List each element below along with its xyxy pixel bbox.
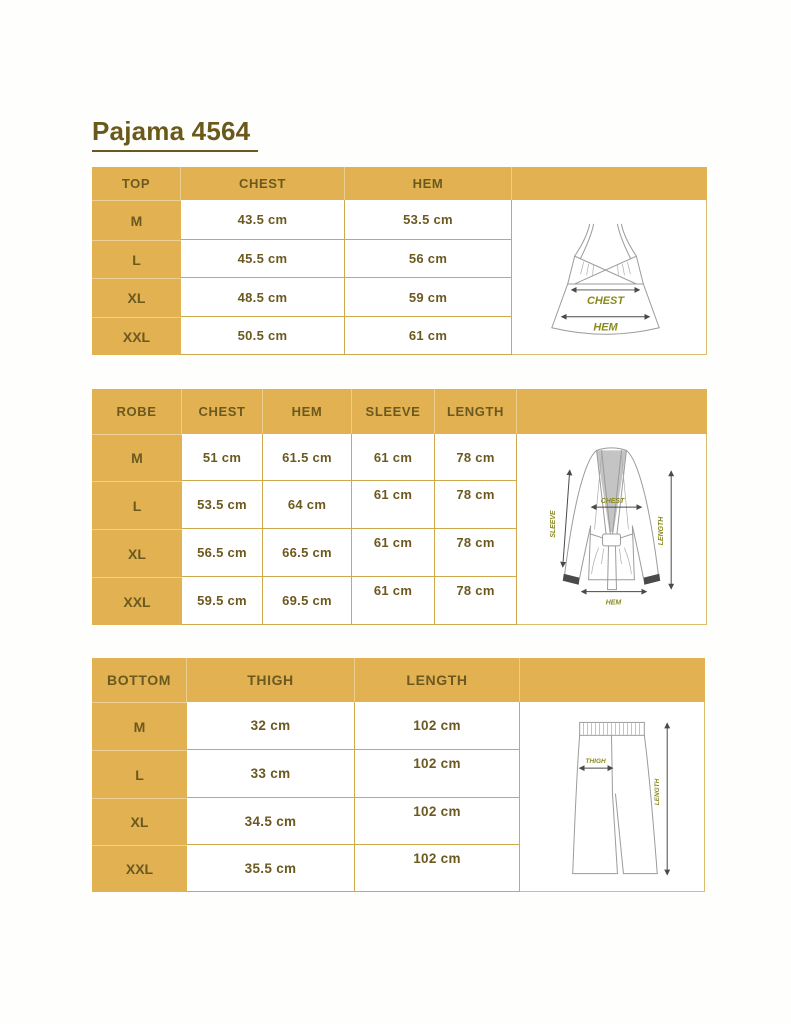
top-chest-cell: 48.5 cm [181,278,345,317]
top-hem-cell: 53.5 cm [345,200,512,240]
robe-sleeve-cell: 61 cm [352,481,435,529]
robe-header-sleeve: SLEEVE [352,389,435,434]
bottom-length-cell: 102 cm [355,750,520,798]
robe-chest-cell: 56.5 cm [182,529,263,577]
robe-sleeve-cell: 61 cm [352,434,435,481]
bottom-thigh-cell: 32 cm [187,702,355,750]
robe-size-cell: L [92,481,182,529]
top-hem-cell: 56 cm [345,240,512,278]
top-hem-cell: 59 cm [345,278,512,317]
robe-length-cell: 78 cm [435,434,517,481]
top-size-cell: XL [92,278,181,317]
robe-chest-cell: 53.5 cm [182,481,263,529]
robe-header-length: LENGTH [435,389,517,434]
robe-sleeve-arrow [563,470,570,566]
bottom-size-cell: XL [92,798,187,845]
robe-chest-cell: 51 cm [182,434,263,481]
top-chest-cell: 45.5 cm [181,240,345,278]
robe-hem-cell: 66.5 cm [263,529,352,577]
bottom-size-cell: L [92,750,187,798]
top-header-size: TOP [92,167,181,200]
bottom-size-cell: M [92,702,187,750]
hem-measure-label: HEM [593,321,618,334]
bottom-header-spacer [520,658,705,702]
bottom-header-size: BOTTOM [92,658,187,702]
top-size-table [92,167,707,355]
robe-size-cell: XL [92,529,182,577]
robe-sleeve-cell: 61 cm [352,529,435,577]
bottom-length-cell: 102 cm [355,845,520,892]
top-size-cell: L [92,240,181,278]
top-size-cell: M [92,200,181,240]
robe-size-cell: M [92,434,182,481]
bottom-thigh-cell: 33 cm [187,750,355,798]
robe-header-chest: CHEST [182,389,263,434]
top-header-spacer [512,167,707,200]
robe-header-hem: HEM [263,389,352,434]
robe-sleeve-cell: 61 cm [352,577,435,625]
robe-size-table [92,389,707,625]
chest-measure-label: CHEST [586,294,625,307]
pants-diagram [520,702,704,892]
bottom-length-cell: 102 cm [355,702,520,750]
pants-thigh-label: THIGH [585,758,606,766]
robe-hem-label: HEM [605,599,622,607]
top-header-hem: HEM [345,167,512,200]
bottom-thigh-cell: 35.5 cm [187,845,355,892]
robe-header-spacer [517,389,707,434]
page-title: Pajama 4564 [92,116,258,152]
pants-diagram-cell [520,702,705,892]
bottom-size-table [92,658,705,892]
bottom-size-cell: XXL [92,845,187,892]
robe-size-cell: XXL [92,577,182,625]
robe-chest-cell: 59.5 cm [182,577,263,625]
top-size-cell: XXL [92,317,181,355]
robe-header-size: ROBE [92,389,182,434]
robe-length-label: LENGTH [658,516,666,546]
bottom-thigh-cell: 34.5 cm [187,798,355,845]
robe-hem-cell: 69.5 cm [263,577,352,625]
robe-length-cell: 78 cm [435,529,517,577]
bottom-header-thigh: THIGH [187,658,355,702]
robe-diagram-cell [517,434,707,625]
top-chest-cell: 43.5 cm [181,200,345,240]
pants-outline [573,722,658,873]
robe-length-cell: 78 cm [435,577,517,625]
pants-length-label: LENGTH [654,778,662,806]
top-hem-cell: 61 cm [345,317,512,355]
camisole-diagram-cell [512,200,707,355]
bottom-header-length: LENGTH [355,658,520,702]
camisole-outline [552,224,659,334]
bottom-length-cell: 102 cm [355,798,520,845]
robe-chest-label: CHEST [600,498,625,506]
robe-hem-cell: 64 cm [263,481,352,529]
top-header-chest: CHEST [181,167,345,200]
robe-outline [563,448,660,590]
robe-hem-cell: 61.5 cm [263,434,352,481]
camisole-diagram [512,200,706,355]
robe-length-cell: 78 cm [435,481,517,529]
robe-sleeve-label: SLEEVE [549,510,557,538]
top-chest-cell: 50.5 cm [181,317,345,355]
robe-diagram [517,434,706,625]
